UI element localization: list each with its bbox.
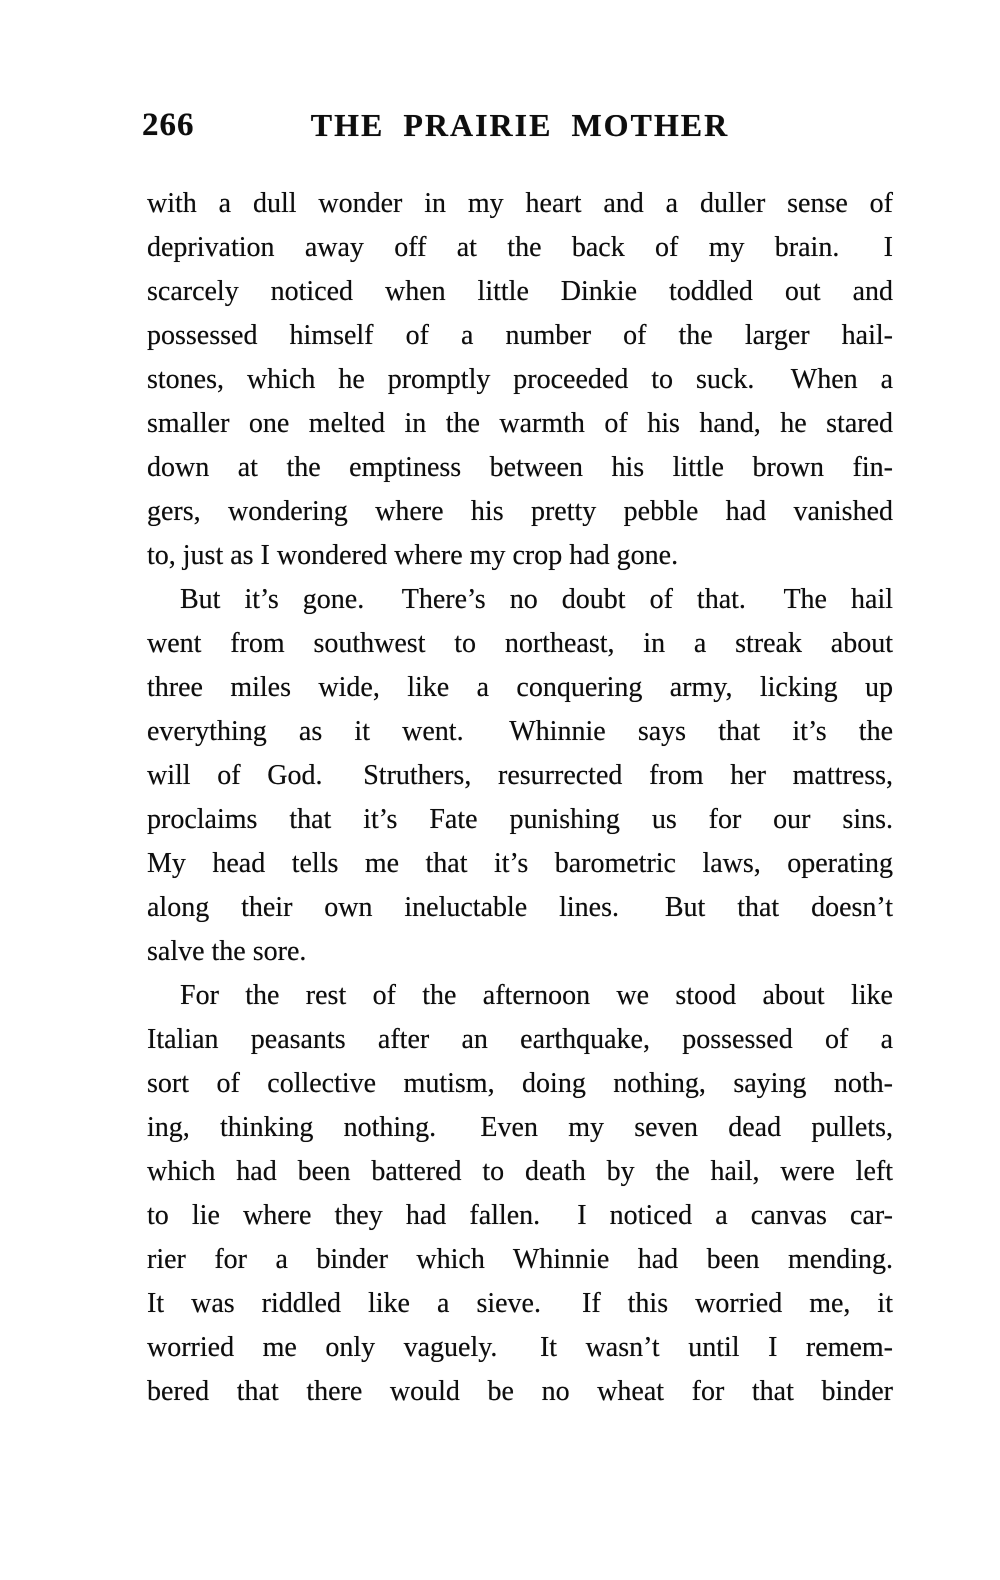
- text-line: salve the sore.: [147, 936, 307, 967]
- text-line: proclaims that it’s Fate punishing us for our sins.: [147, 804, 893, 835]
- text-line: stones, which he promptly proceeded to suck. When a: [147, 364, 893, 395]
- text-line: will of God. Struthers, resurrected from her mattress,: [147, 760, 893, 791]
- text-line: along their own ineluctable lines. But that doesn’t: [147, 892, 893, 923]
- text-line: possessed himself of a number of the larger hail-: [147, 320, 893, 351]
- text-line: bered that there would be no wheat for that binder: [147, 1376, 893, 1407]
- running-header: [142, 106, 893, 144]
- text-line: to, just as I wondered where my crop had gone.: [147, 540, 679, 571]
- text-line: scarcely noticed when little Dinkie toddled out and: [147, 276, 893, 307]
- text-line: For the rest of the afternoon we stood about like: [180, 980, 893, 1011]
- text-line: three miles wide, like a conquering army, licking up: [147, 672, 893, 703]
- text-line: smaller one melted in the warmth of his hand, he stared: [147, 408, 893, 439]
- text-line: worried me only vaguely. It wasn’t until I remem-: [147, 1332, 893, 1363]
- text-line: It was riddled like a sieve. If this worried me, it: [147, 1288, 893, 1319]
- text-line: deprivation away off at the back of my brain. I: [147, 232, 893, 263]
- running-title: THE PRAIRIE MOTHER: [310, 107, 730, 143]
- text-line: Italian peasants after an earthquake, possessed of a: [147, 1024, 893, 1055]
- text-line: which had been battered to death by the hail, were left: [147, 1156, 893, 1187]
- text-line: rier for a binder which Whinnie had been mending.: [147, 1244, 893, 1275]
- page-number: 266: [142, 107, 195, 143]
- text-line: But it’s gone. There’s no doubt of that. The hail: [180, 584, 893, 615]
- text-line: went from southwest to northeast, in a streak about: [147, 628, 893, 659]
- text-line: everything as it went. Whinnie says that it’s the: [147, 716, 893, 747]
- text-line: sort of collective mutism, doing nothing, saying noth-: [147, 1068, 893, 1099]
- text-line: My head tells me that it’s barometric laws, operating: [147, 848, 893, 879]
- text-line: ing, thinking nothing. Even my seven dead pullets,: [147, 1112, 893, 1143]
- text-line: gers, wondering where his pretty pebble had vanished: [147, 496, 893, 527]
- page-body: [147, 182, 893, 1414]
- text-line: to lie where they had fallen. I noticed a canvas car-: [147, 1200, 893, 1231]
- text-line: with a dull wonder in my heart and a duller sense of: [147, 188, 893, 219]
- text-line: down at the emptiness between his little brown fin-: [147, 452, 893, 483]
